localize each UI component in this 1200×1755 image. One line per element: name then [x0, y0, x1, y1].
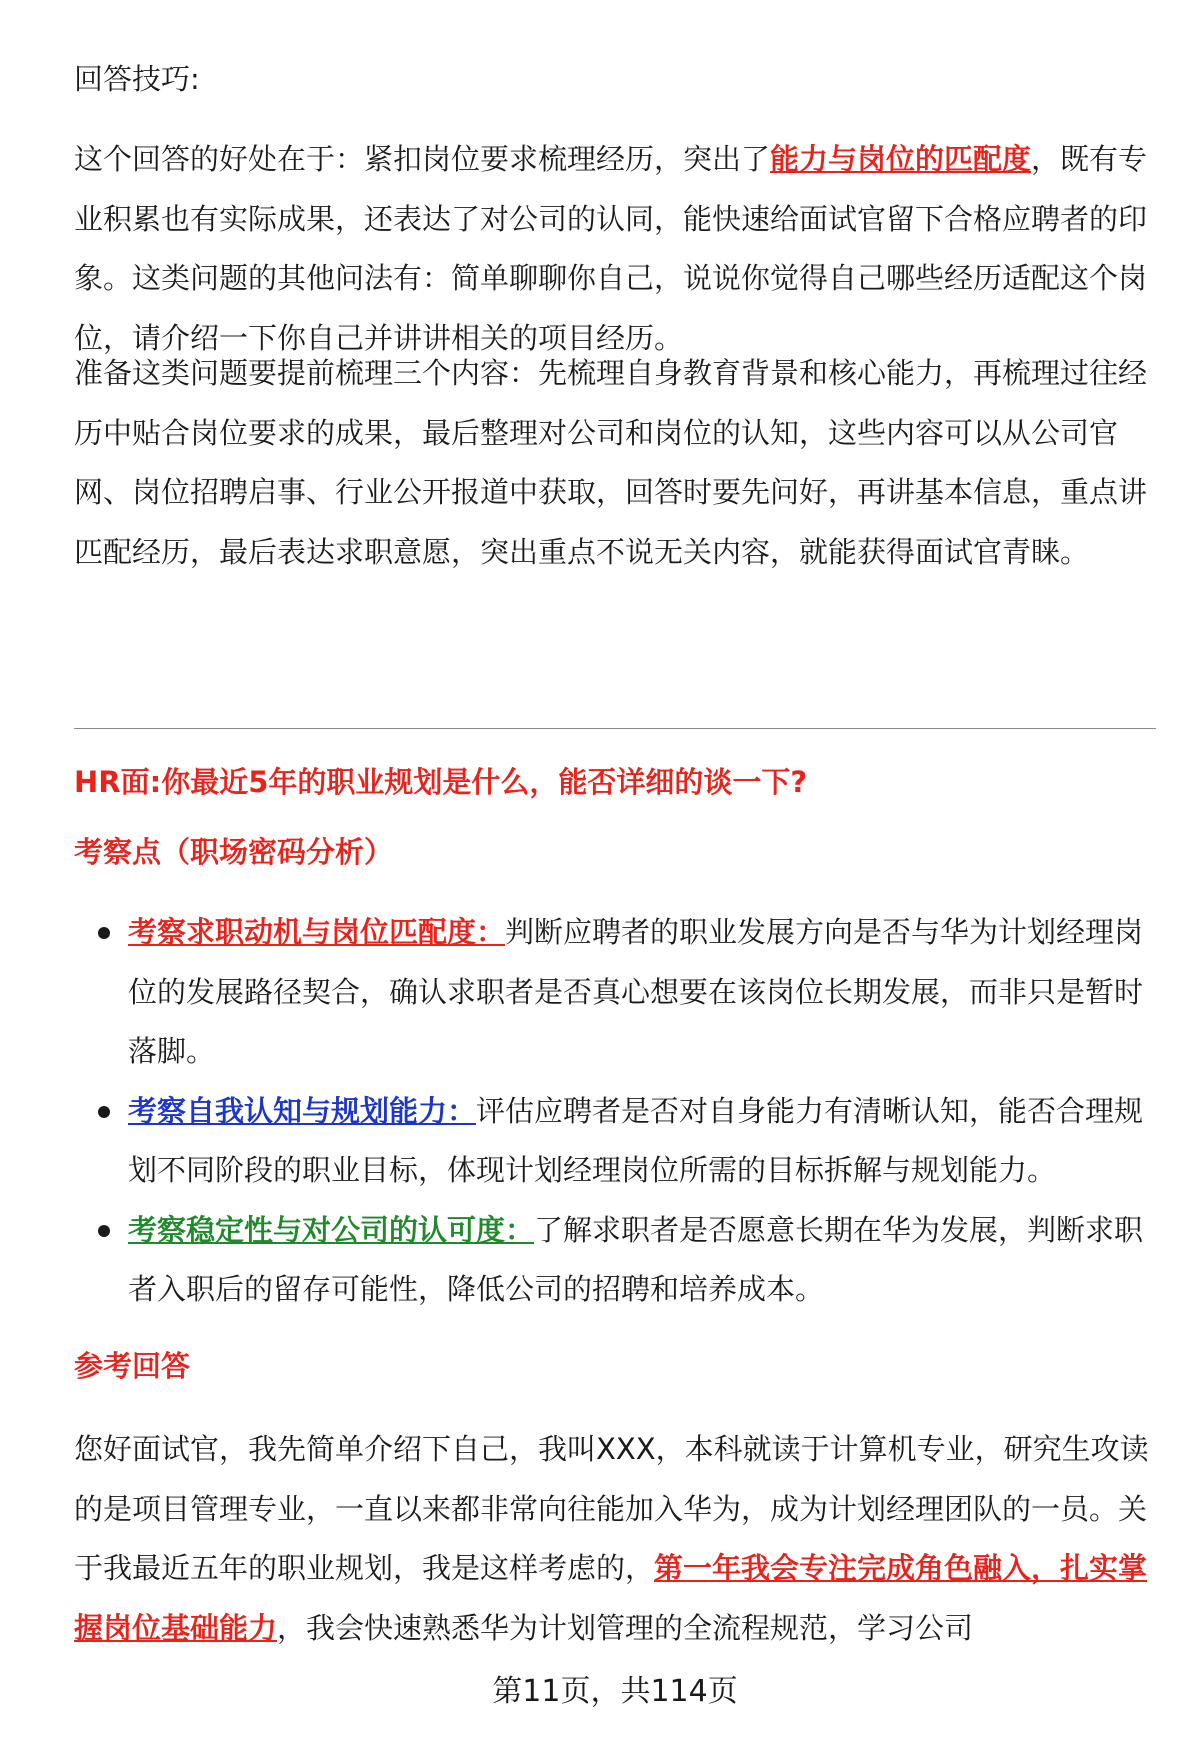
intro-p1-after: ，既有专业积累也有实际成果，还表达了对公司的认同，能快速给面试官留下合格应聘者的印象。这类问题的其他问法有：简单聊聊你自己，说说你觉得自己哪些经历适配这个岗位，请介绍一下你自己并讲讲相关的项目经历。 [74, 142, 1148, 355]
point-text: 评估应聘者是否对自身能力有清晰认知，能否合理规划不同阶段的职业目标，体现计划经理岗位所需的目标拆解与规划能力。 [128, 1093, 1144, 1187]
question-title: HR面:你最近5年的职业规划是什么，能否详细的谈一下? [74, 765, 808, 799]
point-text: 判断应聘者的职业发展方向是否与华为计划经理岗位的发展路径契合，确认求职者是否真心想要在该岗位长期发展，而非只是暂时落脚。 [128, 915, 1144, 1068]
answer-heading: 参考回答 [74, 1349, 191, 1383]
intro-paragraph-1 [74, 130, 1156, 368]
bullet-dot [98, 1106, 110, 1118]
intro-title: 回答技巧: [74, 62, 200, 96]
answer-before: 您好面试官，我先简单介绍下自己，我叫XXX，本科就读于计算机专业，研究生攻读的是项目管理专业，一直以来都非常向往能加入华为，成为计划经理团队的一员。关于我最近五年的职业规划，我是这样考虑的， [74, 1432, 1149, 1585]
answer-after: ，我会快速熟悉华为计划管理的全流程规范，学习公司 [277, 1610, 974, 1645]
list-item [128, 1201, 1156, 1320]
list-item [128, 1082, 1156, 1201]
point-label-motivation: 考察求职动机与岗位匹配度： [128, 915, 506, 949]
document-page [74, 0, 1156, 1755]
bullet-dot [98, 927, 110, 939]
list-item [128, 903, 1156, 1082]
answer-paragraph [74, 1420, 1156, 1658]
intro-paragraph-2: 准备这类问题要提前梳理三个内容：先梳理自身教育背景和核心能力，再梳理过往经历中贴合岗位要求的成果，最后整理对公司和岗位的认知，这些内容可以从公司官网、岗位招聘启事、行业公开报道中获取，回答时要先问好，再讲基本信息，重点讲匹配经历，最后表达求职意愿，突出重点不说无关内容，就能获得面试官青睐。 [74, 356, 1148, 569]
point-label-stability: 考察稳定性与对公司的认可度： [128, 1212, 535, 1247]
intro-p1-before: 这个回答的好处在于：紧扣岗位要求梳理经历，突出了 [74, 142, 771, 176]
page-number: 第11页，共114页 [492, 1674, 738, 1709]
points-list [128, 903, 1156, 1320]
point-text: 了解求职者是否愿意长期在华为发展，判断求职者入职后的留存可能性，降低公司的招聘和培养成本。 [128, 1212, 1144, 1306]
point-label-self-awareness: 考察自我认知与规划能力： [128, 1093, 477, 1128]
highlight-first-year: 第一年我会专注完成角色融入，扎实掌握岗位基础能力 [74, 1551, 1148, 1645]
section-divider [74, 728, 1156, 729]
points-heading: 考察点（职场密码分析） [74, 835, 394, 869]
highlight-match-degree: 能力与岗位的匹配度 [770, 142, 1032, 176]
bullet-dot [98, 1225, 110, 1237]
